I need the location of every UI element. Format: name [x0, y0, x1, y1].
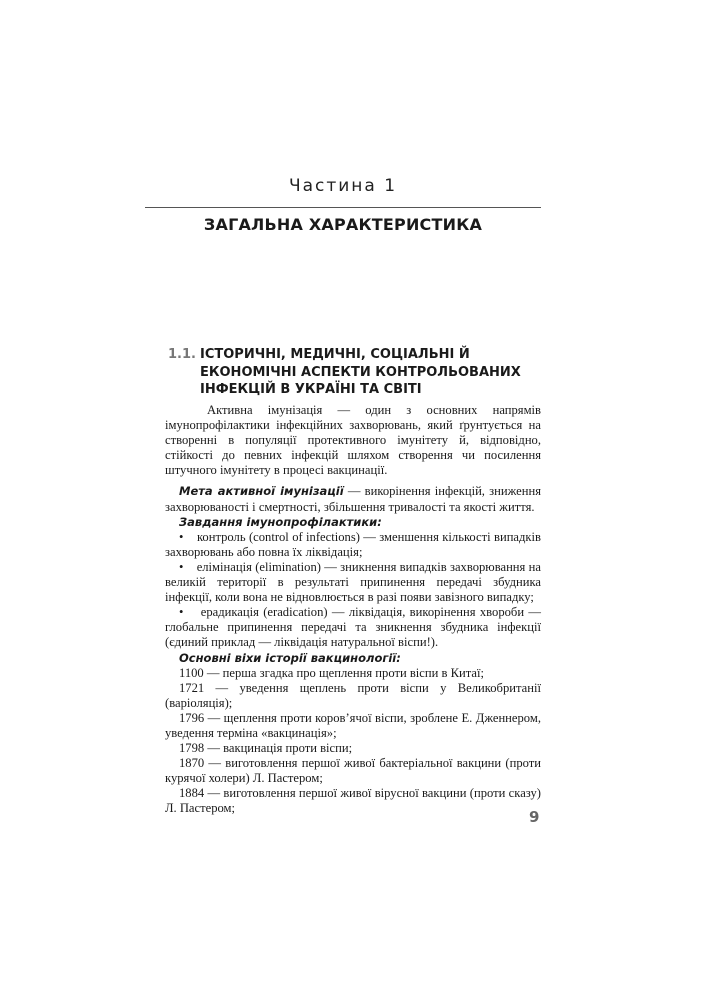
milestone-item: 1884 — виготовлення першої живої вірусної вакцини (проти сказу) Л. Пастером; — [165, 786, 541, 816]
body-text — [165, 403, 541, 817]
header-divider — [145, 207, 541, 208]
list-item-text: контроль (control of infections) — зменшення кількості випадків захворювань або повна їх ліквідація; — [165, 529, 541, 559]
section-title: ІСТОРИЧНІ, МЕДИЧНІ, СОЦІАЛЬНІ Й ЕКОНОМІЧНІ АСПЕКТИ КОНТРОЛЬОВАНИХ ІНФЕКЦІЙ В УКРАЇНІ ТА СВІТІ — [200, 347, 521, 397]
list-item: • ерадикація (eradication) — ліквідація, викорінення хвороби — глобальне припинення передачі та зникнення збудника інфекції (єдиний приклад — ліквідація натуральної віспи!). — [165, 605, 541, 650]
list-item-text: ерадикація (eradication) — ліквідація, викорінення хвороби — глобальне припинення передачі та зникнення збудника інфекції (єдиний приклад — ліквідація натуральної віспи!). — [165, 605, 541, 650]
goal-paragraph — [165, 484, 541, 514]
milestone-item: 1721 — уведення щеплень проти віспи у Великобританії (варіоляція); — [165, 680, 541, 710]
milestone-item: 1798 — вакцинація проти віспи; — [179, 741, 353, 756]
intro-paragraph: Активна імунізація — один з основних напрямів імунопрофілактики інфекційних захворювань, який ґрунтується на створенні в популяції протективного імунітету й, відповідно, стійкості до певних інфекцій шляхом створення чи посилення штучного імунітету в процесі вакцинації. — [165, 403, 541, 478]
goal-text: — викорінення інфекцій, зниження захворюваності і смертності, збільшення тривалості та якості життя. — [165, 484, 542, 514]
chapter-title: ЗАГАЛЬНА ХАРАКТЕРИСТИКА — [203, 215, 483, 234]
list-item-text: елімінація (elimination) — зникнення випадків захворювання на великій території в результаті припинення передачі збудника інфекції, коли вона не відновлюється в разі появи завізного випадку; — [165, 559, 541, 605]
section-number: 1.1. — [168, 347, 196, 362]
list-item: • елімінація (elimination) — зникнення випадків захворювання на великій території в результаті припинення передачі збудника інфекції, коли вона не відновлюється в разі появи завізного випадку; — [165, 559, 541, 605]
page-number: 9 — [529, 808, 540, 826]
milestone-item: 1100 — перша згадка про щеплення проти віспи в Китаї; — [179, 665, 484, 680]
section-heading — [168, 346, 548, 399]
milestone-item: 1870 — виготовлення першої живої бактеріальної вакцини (проти курячої холери) Л. Пастером; — [165, 756, 541, 786]
milestones-heading: Основні віхи історії вакцинології: — [179, 650, 401, 665]
part-label: Частина 1 — [288, 176, 398, 196]
list-item: • контроль (control of infections) — зменшення кількості випадків захворювань або повна їх ліквідація; — [165, 529, 541, 559]
goal-label: Мета активної імунізації — [179, 484, 344, 499]
tasks-heading: Завдання імунопрофілактики: — [179, 514, 382, 529]
milestone-item: 1796 — щеплення проти коров’ячої віспи, зроблене Е. Дженнером, уведення терміна «вакцинація»; — [165, 710, 541, 740]
